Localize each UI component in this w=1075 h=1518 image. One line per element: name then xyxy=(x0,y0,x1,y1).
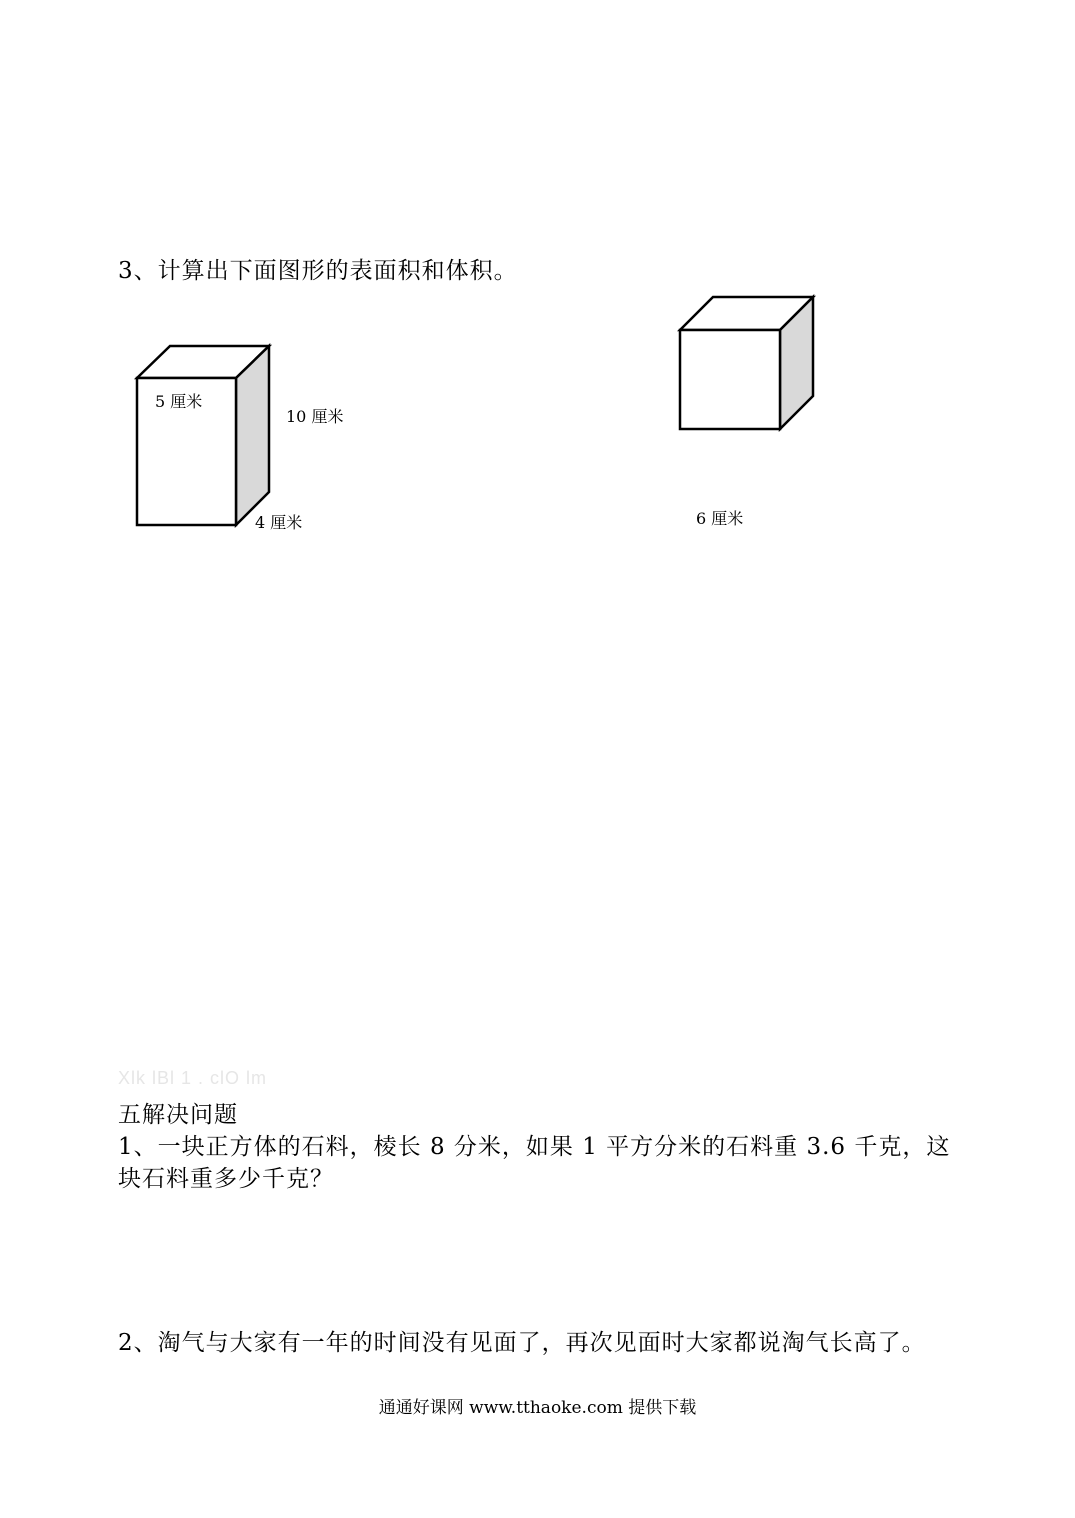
cuboid-depth-label: 4 厘米 xyxy=(255,513,303,532)
section-five-title: 五解决问题 xyxy=(118,1102,238,1128)
cube-edge-label: 6 厘米 xyxy=(696,509,744,528)
cuboid-side-face xyxy=(236,346,269,525)
footer-text: 通通好课网 www.tthaoke.com 提供下载 xyxy=(378,1398,697,1418)
question-3-text: 3、计算出下面图形的表面积和体积。 xyxy=(118,258,518,284)
watermark-text: Xlk lBl 1 . clO lm xyxy=(118,1068,268,1088)
cube-front-face xyxy=(680,330,780,429)
problem-1-line-1: 1、一块正方体的石料，棱长 8 分米，如果 1 平方分米的石料重 3.6 千克，这 xyxy=(118,1134,951,1160)
problem-2-text: 2、淘气与大家有一年的时间没有见面了，再次见面时大家都说淘气长高了。 xyxy=(118,1330,926,1356)
cuboid-width-label: 5 厘米 xyxy=(155,392,203,411)
cuboid-figure xyxy=(130,340,280,535)
problem-1-line-2: 块石料重多少千克？ xyxy=(118,1166,334,1192)
cube-figure xyxy=(672,290,822,435)
cuboid-height-label: 10 厘米 xyxy=(286,407,344,426)
